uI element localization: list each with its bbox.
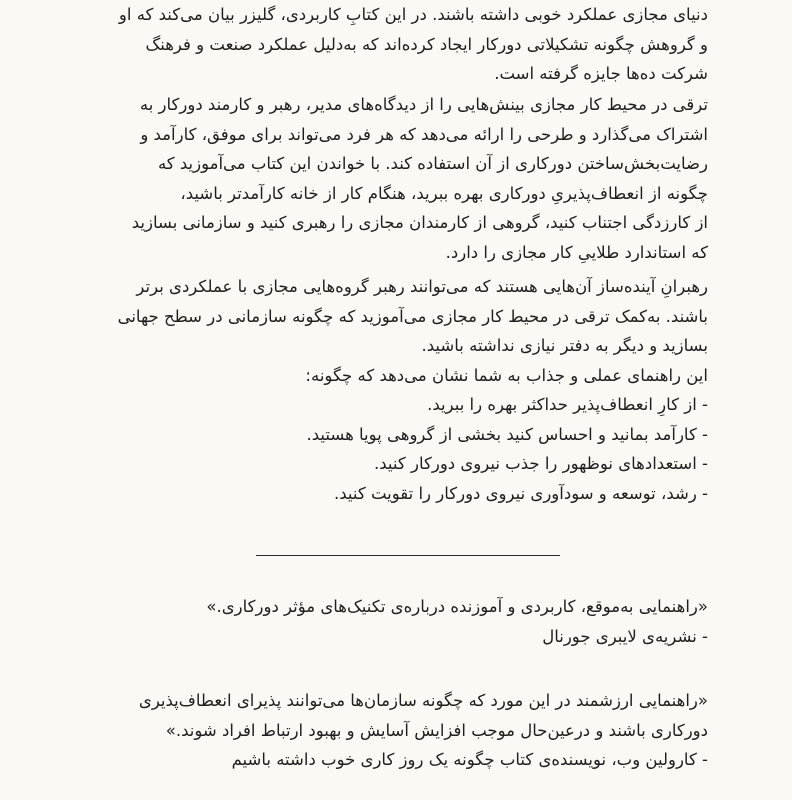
list-item: - از کارِ انعطاف‌پذیر حداکثر بهره را ببرید. — [427, 395, 708, 414]
description-paragraph — [76, 90, 708, 267]
quote-text: «راهنمایی ارزشمند در این مورد که چگونه سازمان‌ها می‌توانند پذیرای انعطاف‌پذیری — [138, 691, 708, 710]
text-line: از کارزدگی اجتناب کنید، گروهی از کارمندان مجازی را رهبری کنید و سازمانی بسازید — [131, 213, 708, 232]
text-line: ترقی در محیط کار مجازی بینش‌هایی را از دیدگاه‌های مدیر، رهبر و کارمند دورکار به — [139, 95, 708, 114]
text-line: باشند. به‌کمک ترقی در محیط کار مجازی می‌آموزید که چگونه سازمانی در سطح جهانی — [117, 306, 708, 326]
text-line: دنیای مجازی عملکرد خوبی داشته باشند. در این کتابِ کاربردی، گلیزر بیان می‌کند که او — [118, 5, 708, 24]
list-item: - رشد، توسعه و سودآوری نیروی دورکار را تقویت کنید. — [333, 483, 708, 503]
review-quote-library-journal — [68, 592, 708, 651]
text-line: و گروهش چگونه تشکیلاتی دورکار ایجاد کرده‌اند که به‌دلیل عملکرد صنعت و فرهنگ — [145, 34, 708, 54]
benefits-list — [76, 390, 708, 508]
leaders-paragraph — [76, 272, 708, 390]
section-divider — [256, 555, 560, 556]
list-item: - استعدادهای نوظهور را جذب نیروی دورکار کنید. — [374, 454, 708, 473]
text-line: این راهنمای عملی و جذاب به شما نشان می‌دهد که چگونه: — [305, 365, 708, 385]
list-item: - کارآمد بمانید و احساس کنید بخشی از گروهی پویا هستید. — [306, 424, 708, 444]
review-quote-caroline-webb — [68, 686, 708, 775]
quote-source: - کارولین وب، نویسنده‌ی کتاب چگونه یک روز کاری خوب داشته باشیم — [231, 750, 708, 769]
text-line: رضایت‌بخش‌ساختن دورکاری از آن استفاده کند. با خواندن این کتاب می‌آموزید که — [157, 154, 708, 173]
text-line: رهبرانِ آینده‌ساز آن‌هایی هستند که می‌توانند رهبر گروه‌هایی مجازی با عملکردی برتر — [136, 277, 708, 296]
text-line: چگونه از انعطاف‌پذیریِ دورکاری بهره ببرید، هنگام کار از خانه کارآمدتر باشید، — [180, 183, 708, 203]
text-line: اشتراک می‌گذارد و طرحی را ارائه می‌دهد که هر فرد می‌تواند برای موفق، کارآمد و — [140, 124, 708, 144]
quote-source: - نشریه‌ی لایبری جورنال — [542, 626, 708, 646]
text-line: شرکت ده‌ها جایزه گرفته است. — [494, 64, 708, 83]
intro-paragraph — [76, 0, 708, 89]
text-line: که استاندارد طلاییِ کار مجازی را دارد. — [445, 242, 708, 262]
quote-text: «راهنمایی به‌موقع، کاربردی و آموزنده درباره‌ی تکنیک‌های مؤثر دورکاری.» — [206, 597, 708, 616]
text-line: بسازید و دیگر به دفتر نیازی نداشته باشید. — [421, 336, 708, 355]
quote-text: دورکاری باشند و درعین‌حال موجب افزایش آسایش و بهبود ارتباط افراد شوند.» — [165, 720, 708, 740]
